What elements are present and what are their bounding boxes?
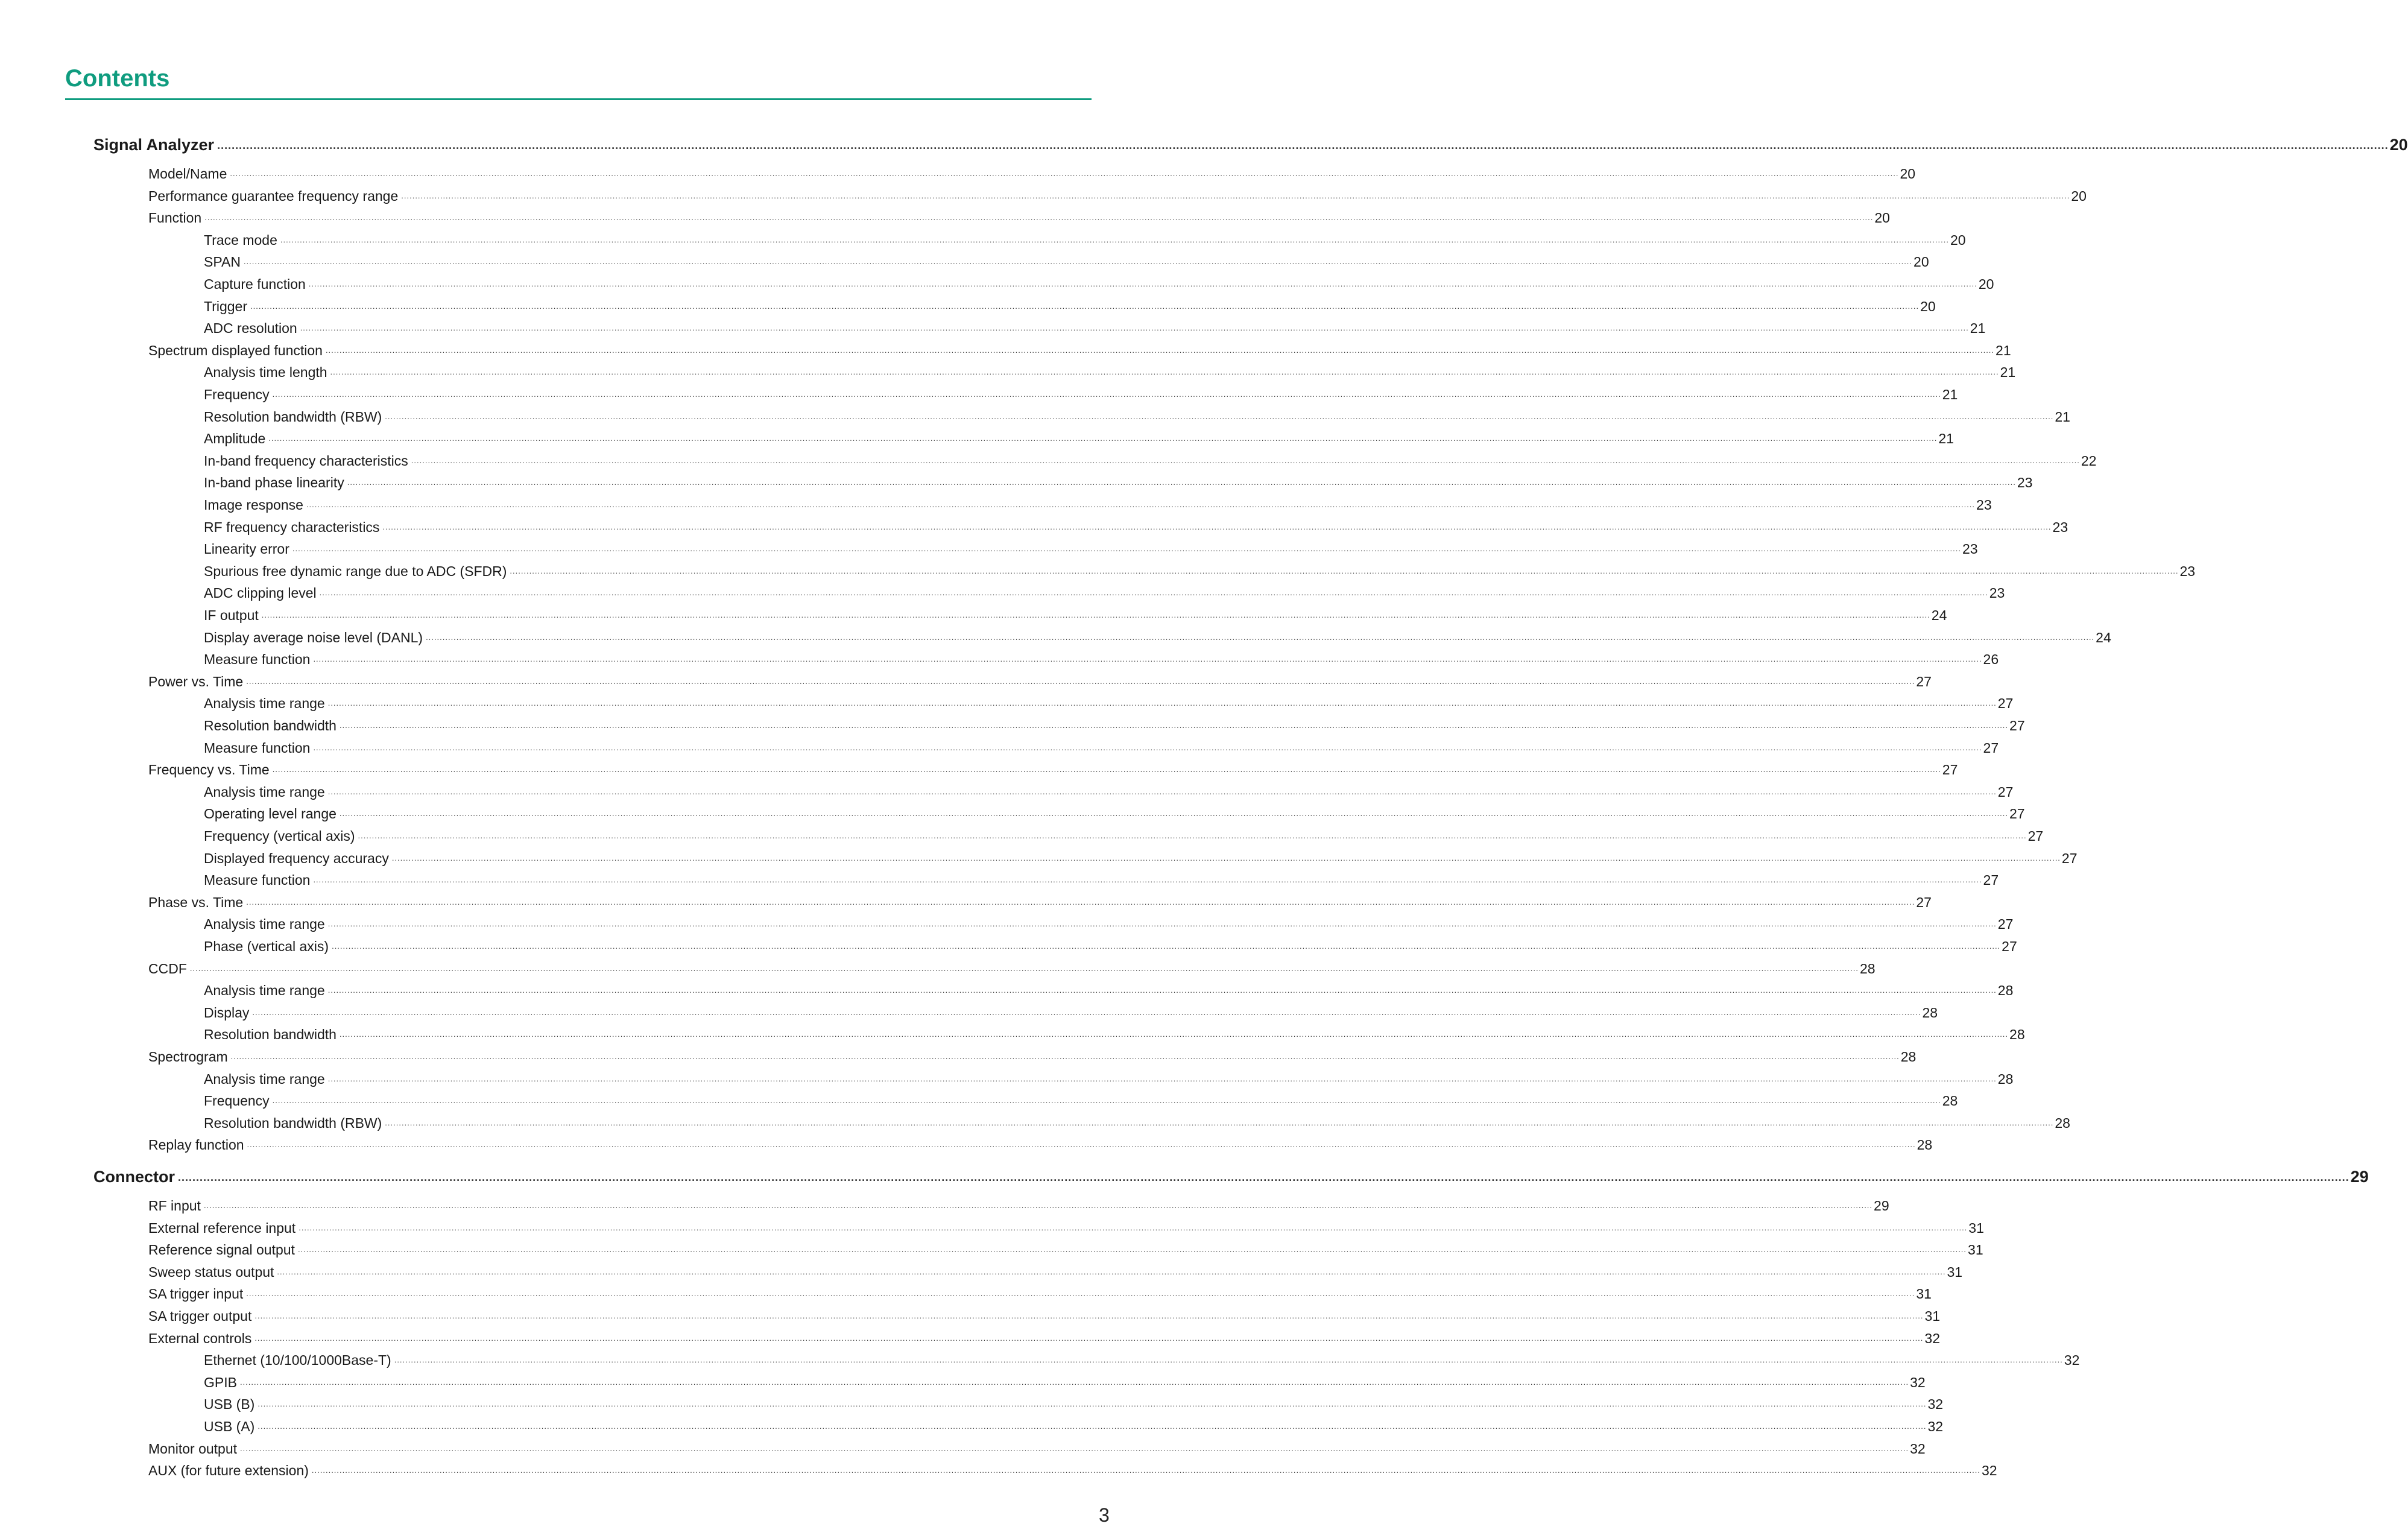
toc-entry[interactable] <box>204 691 2014 712</box>
toc-entry[interactable] <box>148 1045 1917 1065</box>
toc-entry-page: 28 <box>2009 1027 2025 1042</box>
toc-entry-label: Operating level range <box>204 806 337 821</box>
dot-leader: ........................................................................................................................................................................................................................................................................................................................................................................................................................................................................................................................................................................................................................ <box>339 809 2009 818</box>
toc-entry[interactable] <box>204 382 1958 403</box>
dot-leader: ........................................................................................................................................................................................................................................................................................................................................................................................................................................................................................................................................................................................................................ <box>261 610 1930 619</box>
toc-entry-label: In-band phase linearity <box>204 475 344 490</box>
toc-entry[interactable] <box>148 1238 1983 1258</box>
dot-leader: ........................................................................................................................................................................................................................................................................................................................................................................................................................................................................................................................................................................................................................ <box>510 566 2179 575</box>
toc-entry-page: 32 <box>1982 1463 1997 1478</box>
toc-entry-label: Reference signal output <box>148 1242 295 1258</box>
toc-entry[interactable] <box>204 360 2016 381</box>
dot-leader: ........................................................................................................................................................................................................................................................................................................................................................................................................................................................................................................................................................................................................................ <box>401 191 2070 200</box>
toc-entry-label: Connector <box>93 1168 175 1186</box>
dot-leader: ........................................................................................................................................................................................................................................................................................................................................................................................................................................................................................................................................................................................................................ <box>391 853 2061 862</box>
toc-entry-page: 28 <box>1922 1005 1938 1021</box>
toc-entry-page: 23 <box>1962 541 1978 557</box>
dot-leader: ........................................................................................................................................................................................................................................................................................................................................................................................................................................................................................................................................................................................................................ <box>230 1052 1900 1061</box>
toc-entry-label: Measure function <box>204 740 311 756</box>
toc-entry[interactable] <box>148 1194 1889 1214</box>
toc-entry[interactable] <box>204 426 1954 447</box>
toc-entry-page: 20 <box>1950 232 1966 248</box>
dot-leader: ........................................................................................................................................................................................................................................................................................................................................................................................................................................................................................................................................................................................................................ <box>306 500 1976 509</box>
toc-entry-page: 28 <box>2055 1115 2070 1131</box>
dot-leader: ........................................................................................................................................................................................................................................................................................................................................................................................................................................................................................................................................................................................................................ <box>272 765 1941 774</box>
toc-entry[interactable] <box>148 957 1876 977</box>
toc-entry-page: 20 <box>2389 136 2408 154</box>
toc-entry[interactable] <box>204 934 2017 955</box>
toc-entry-label: RF input <box>148 1198 201 1214</box>
dot-leader: ........................................................................................................................................................................................................................................................................................................................................................................................................................................................................................................................................................................................................................ <box>246 897 1915 907</box>
dot-leader: ........................................................................................................................................................................................................................................................................................................................................................................................................................................................................................................................................................................................................................ <box>325 346 1995 355</box>
toc-entry-page: 27 <box>1983 740 1999 756</box>
toc-entry[interactable] <box>148 1133 1933 1153</box>
toc-entry[interactable] <box>204 978 2014 999</box>
toc-entry-label: Sweep status output <box>148 1264 274 1280</box>
dot-leader: ........................................................................................................................................................................................................................................................................................................................................................................................................................................................................................................................................................................................................................ <box>204 213 1874 222</box>
toc-entry[interactable] <box>204 1067 2014 1087</box>
page-number: 3 <box>1099 1504 1110 1526</box>
toc-entry-label: USB (B) <box>204 1396 255 1412</box>
toc-entry[interactable] <box>148 1437 1926 1457</box>
toc-entry[interactable] <box>148 1260 1963 1280</box>
toc-entry-page: 23 <box>2179 563 2196 579</box>
toc-entry-label: Display <box>204 1005 250 1021</box>
dot-leader: ........................................................................................................................................................................................................................................................................................................................................................................................................................................................................................................................................................................................................................ <box>339 1030 2009 1039</box>
toc-entry-label: Spectrum displayed function <box>148 343 323 358</box>
dot-leader: ........................................................................................................................................................................................................................................................................................................................................................................................................................................................................................................................................................................................................................ <box>243 257 1913 266</box>
toc-entry-page: 29 <box>1874 1198 1889 1214</box>
toc-entry-page: 31 <box>1968 1242 1983 1258</box>
toc-entry[interactable] <box>204 405 2070 425</box>
toc-entry[interactable] <box>204 449 2097 469</box>
toc-entry-page: 32 <box>1927 1419 1944 1434</box>
toc-entry[interactable] <box>204 736 1999 756</box>
dot-leader: ........................................................................................................................................................................................................................................................................................................................................................................................................................................................................................................................................................................................................................ <box>272 1096 1941 1105</box>
toc-entry[interactable] <box>204 647 1999 668</box>
toc-entry-page: 28 <box>1942 1093 1958 1109</box>
dot-leader: ........................................................................................................................................................................................................................................................................................................................................................................................................................................................................................................................................................................................................................ <box>313 743 1982 752</box>
toc-entry[interactable] <box>204 802 2025 822</box>
toc-entry-page: 20 <box>2071 188 2087 204</box>
toc-entry-page: 31 <box>1924 1308 1941 1324</box>
toc-entry-label: In-band frequency characteristics <box>204 453 408 469</box>
toc-entry[interactable] <box>148 1458 1997 1479</box>
dot-leader: ........................................................................................................................................................................................................................................................................................................................................................................................................................................................................................................................................................................................................................ <box>311 1466 1980 1475</box>
toc-entry-page: 27 <box>2009 718 2025 733</box>
toc-entry-label: Frequency vs. Time <box>148 762 270 777</box>
toc-entry-page: 31 <box>1968 1220 1984 1236</box>
toc-entry-label: CCDF <box>148 961 187 976</box>
toc-entry[interactable] <box>204 1022 2025 1043</box>
toc-entry-label: Replay function <box>148 1137 244 1153</box>
toc-entry-page: 27 <box>1942 762 1958 777</box>
toc-entry-label: Phase vs. Time <box>148 894 244 910</box>
toc-entry-label: Analysis time range <box>204 695 325 711</box>
dot-leader: ........................................................................................................................................................................................................................................................................................................................................................................................................................................................................................................................................................................................................................ <box>258 1422 1927 1431</box>
toc-entry[interactable] <box>204 1370 1926 1391</box>
toc-entry[interactable] <box>204 515 2068 536</box>
toc-entry-page: 27 <box>1997 784 2014 800</box>
toc-entry-label: External controls <box>148 1331 252 1346</box>
toc-entry-label: Ethernet (10/100/1000Base-T) <box>204 1352 391 1368</box>
dot-leader: ........................................................................................................................................................................................................................................................................................................................................................................................................................................................................................................................................................................................................................ <box>327 919 1997 928</box>
toc-entry-label: External reference input <box>148 1220 296 1236</box>
toc-entry-page: 31 <box>1947 1264 1963 1280</box>
toc-entry[interactable] <box>204 250 1929 270</box>
dot-leader: ........................................................................................................................................................................................................................................................................................................................................................................................................................................................................................................................................................................................................................ <box>268 434 1938 443</box>
toc-entry[interactable] <box>204 1089 1958 1109</box>
toc-entry[interactable] <box>204 846 2078 867</box>
dot-leader: ........................................................................................................................................................................................................................................................................................................................................................................................................................................................................................................................................................................................................................ <box>297 1245 1967 1254</box>
dot-leader: ........................................................................................................................................................................................................................................................................................................................................................................................................................................................................................................................................................................................................................ <box>382 522 2052 531</box>
toc-entry[interactable] <box>148 1326 1940 1347</box>
toc-entry[interactable] <box>204 625 2111 646</box>
toc-entry-page: 20 <box>1978 276 1994 292</box>
toc-entry-label: Power vs. Time <box>148 674 244 689</box>
toc-entry-page: 20 <box>1913 254 1929 270</box>
toc-entry-page: 24 <box>2096 630 2111 645</box>
toc-entry-label: SPAN <box>204 254 241 270</box>
toc-entry-page: 27 <box>1916 674 1932 689</box>
toc-entry-page: 26 <box>1983 651 1999 667</box>
toc-entry[interactable] <box>204 912 2014 932</box>
toc-entry[interactable] <box>148 890 1932 911</box>
toc-entry-page: 32 <box>1924 1331 1940 1346</box>
toc-entry-label: Phase (vertical axis) <box>204 938 329 954</box>
dot-leader: ........................................................................................................................................................................................................................................................................................................................................................................................................................................................................................................................................................................................................................ <box>426 633 2095 642</box>
toc-entry-label: Analysis time range <box>204 983 325 998</box>
toc-entry-label: Analysis time range <box>204 916 325 932</box>
dot-leader: ........................................................................................................................................................................................................................................................................................................................................................................................................................................................................................................................................................................................................................ <box>347 478 2016 487</box>
toc-entry-label: Frequency <box>204 1093 270 1109</box>
toc-entry[interactable] <box>148 162 1916 182</box>
toc-entry[interactable] <box>204 537 1978 557</box>
toc-entry-label: Measure function <box>204 651 311 667</box>
toc-entry-page: 28 <box>1917 1137 1933 1153</box>
toc-entry[interactable] <box>204 272 1994 293</box>
toc-entry-page: 24 <box>1931 607 1947 623</box>
toc-entry-label: GPIB <box>204 1375 237 1390</box>
toc-entry-label: Trigger <box>204 299 247 314</box>
toc-entry-label: Performance guarantee frequency range <box>148 188 399 204</box>
toc-entry-page: 31 <box>1916 1286 1932 1302</box>
dot-leader: ........................................................................................................................................................................................................................................................................................................................................................................................................................................................................................................................................................................................................................ <box>254 1311 1924 1320</box>
toc-entry-label: IF output <box>204 607 259 623</box>
dot-leader: ........................................................................................................................................................................................................................................................................................................................................................................................................................................................................................................................................................................................................................ <box>299 1223 1968 1232</box>
toc-entry-label: Resolution bandwidth <box>204 1027 337 1042</box>
toc-entry-page: 28 <box>1997 983 2014 998</box>
dot-leader: ........................................................................................................................................................................................................................................................................................................................................................................................................................................................................................................................................................................................................................ <box>327 986 1997 995</box>
toc-entry-page: 28 <box>1997 1071 2014 1087</box>
toc-entry-page: 23 <box>1989 585 2005 601</box>
toc-entry[interactable] <box>204 228 1966 248</box>
dot-leader: ........................................................................................................................................................................................................................................................................................................................................................................................................................................................................................................................................................................................................................ <box>246 677 1915 686</box>
toc-entry-label: Analysis time length <box>204 364 327 380</box>
toc-entry-page: 21 <box>2055 409 2070 425</box>
toc-entry-label: ADC resolution <box>204 320 297 336</box>
toc-entry-page: 21 <box>1996 343 2011 358</box>
dot-leader: ........................................................................................................................................................................................................................................................................................................................................................................................................................................................................................................................................................................................................................ <box>254 1334 1924 1343</box>
dot-leader: ........................................................................................................................................................................................................................................................................................................................................................................................................................................................................................................................................................................................................................ <box>313 875 1982 884</box>
dot-leader: ........................................................................................................................................................................................................................................................................................................................................................................................................................................................................................................................................................................................................................ <box>313 654 1982 663</box>
dot-leader: ........................................................................................................................................................................................................................................................................................................................................................................................................................................................................................................................................................................................................................ <box>272 390 1941 399</box>
toc-entry[interactable] <box>204 294 1936 315</box>
dot-leader: ........................................................................................................................................................................................................................................................................................................................................................................................................................................................................................................................................................................................................................ <box>217 139 2389 151</box>
toc-entry[interactable] <box>204 868 1999 888</box>
toc-entry[interactable] <box>148 1304 1941 1324</box>
toc-entry-label: Resolution bandwidth (RBW) <box>204 1115 382 1131</box>
toc-entry-label: Spectrogram <box>148 1049 228 1065</box>
toc-entry-page: 23 <box>2017 475 2033 490</box>
dot-leader: ........................................................................................................................................................................................................................................................................................................................................................................................................................................................................................................................................................................................................................ <box>239 1378 1909 1387</box>
toc-entry[interactable] <box>148 338 2011 359</box>
toc-entry[interactable] <box>204 470 2033 491</box>
toc-entry-page: 21 <box>1970 320 1986 336</box>
toc-entry[interactable] <box>204 316 1986 337</box>
dot-leader: ........................................................................................................................................................................................................................................................................................................................................................................................................................................................................................................................................................................................................................ <box>327 787 1997 796</box>
dot-leader: ........................................................................................................................................................................................................................................................................................................................................................................................................................................................................................................................................................................................................................ <box>252 1008 1921 1017</box>
toc-entry-label: Analysis time range <box>204 784 325 800</box>
dot-leader: ........................................................................................................................................................................................................................................................................................................................................................................................................................................................................................................................................................................................................................ <box>330 367 1999 376</box>
toc-entry[interactable] <box>148 206 1890 226</box>
dot-leader: ........................................................................................................................................................................................................................................................................................................................................................................................................................................................................................................................................................................................................................ <box>230 169 1899 178</box>
dot-leader: ........................................................................................................................................................................................................................................................................................................................................................................................................................................................................................................................................................................................................................ <box>178 1171 2350 1183</box>
toc-entry-label: Image response <box>204 497 303 513</box>
dot-leader: ........................................................................................................................................................................................................................................................................................................................................................................................................................................................................................................................................................................................................................ <box>292 544 1961 553</box>
toc-entry-label: Resolution bandwidth (RBW) <box>204 409 382 425</box>
toc-entry-label: Measure function <box>204 872 311 888</box>
toc-section-entry[interactable] <box>93 1166 2369 1186</box>
toc-entry-label: Analysis time range <box>204 1071 325 1087</box>
toc-entry-page: 27 <box>1983 872 1999 888</box>
dot-leader: ........................................................................................................................................................................................................................................................................................................................................................................................................................................................................................................................................................................................................................ <box>277 1267 1946 1276</box>
dot-leader: ........................................................................................................................................................................................................................................................................................................................................................................................................................................................................................................................................................................................................................ <box>203 1201 1873 1210</box>
toc-entry[interactable] <box>204 559 2196 580</box>
dot-leader: ........................................................................................................................................................................................................................................................................................................................................................................................................................................................................................................................................................................................................................ <box>411 456 2080 465</box>
toc-entry-label: Signal Analyzer <box>93 136 215 154</box>
toc-entry[interactable] <box>204 493 1992 513</box>
toc-entry-label: Displayed frequency accuracy <box>204 850 389 866</box>
toc-entry-page: 27 <box>2061 850 2078 866</box>
toc-entry[interactable] <box>204 603 1947 624</box>
dot-leader: ........................................................................................................................................................................................................................................................................................................................................................................................................................................................................................................................................................................................................................ <box>327 698 1997 707</box>
toc-entry-page: 23 <box>1976 497 1992 513</box>
toc-entry-page: 29 <box>2350 1168 2369 1186</box>
toc-entry[interactable] <box>204 1111 2070 1131</box>
toc-entry[interactable] <box>204 1348 2080 1369</box>
toc-entry-label: AUX (for future extension) <box>148 1463 309 1478</box>
toc-entry[interactable] <box>148 758 1958 778</box>
dot-leader: ........................................................................................................................................................................................................................................................................................................................................................................................................................................................................................................................................................................................................................ <box>319 588 1988 597</box>
toc-entry[interactable] <box>204 714 2025 734</box>
toc-entry-label: SA trigger input <box>148 1286 244 1302</box>
toc-entry[interactable] <box>204 581 2005 601</box>
dot-leader: ........................................................................................................................................................................................................................................................................................................................................................................................................................................................................................................................................................................................................................ <box>189 964 1859 973</box>
toc-entry-label: Frequency (vertical axis) <box>204 828 355 844</box>
toc-entry-page: 32 <box>1927 1396 1944 1412</box>
toc-entry-label: Spurious free dynamic range due to ADC (SFDR) <box>204 563 507 579</box>
dot-leader: ........................................................................................................................................................................................................................................................................................................................................................................................................................................................................................................................................................................................................................ <box>250 302 1920 311</box>
dot-leader: ........................................................................................................................................................................................................................................................................................................................................................................................................................................................................................................................................................................................................................ <box>247 1140 1916 1149</box>
toc-entry-page: 32 <box>2064 1352 2080 1368</box>
toc-entry-label: ADC clipping level <box>204 585 317 601</box>
toc-entry-page: 23 <box>2052 519 2068 535</box>
dot-leader: ........................................................................................................................................................................................................................................................................................................................................................................................................................................................................................................................................................................................................................ <box>300 323 1969 332</box>
toc-entry-page: 21 <box>2000 364 2016 380</box>
dot-leader: ........................................................................................................................................................................................................................................................................................................................................................................................................................................................................................................................................................................................................................ <box>308 279 1977 288</box>
toc-entry-page: 28 <box>1859 961 1876 976</box>
toc-entry-page: 27 <box>2027 828 2044 844</box>
dot-leader: ........................................................................................................................................................................................................................................................................................................................................................................................................................................................................................................................................................................................................................ <box>258 1399 1927 1408</box>
toc-entry-label: Model/Name <box>148 166 227 182</box>
toc-entry-page: 21 <box>1938 431 1954 446</box>
toc-entry[interactable] <box>148 184 2087 204</box>
toc-entry-page: 28 <box>1900 1049 1917 1065</box>
toc-entry[interactable] <box>204 1414 1944 1435</box>
dot-leader: ........................................................................................................................................................................................................................................................................................................................................................................................................................................................................................................................................................................................................................ <box>394 1355 2063 1364</box>
toc-entry-page: 27 <box>2009 806 2025 821</box>
toc-entry-label: RF frequency characteristics <box>204 519 380 535</box>
dot-leader: ........................................................................................................................................................................................................................................................................................................................................................................................................................................................................................................................................................................................................................ <box>280 235 1949 244</box>
dot-leader: ........................................................................................................................................................................................................................................................................................................................................................................................................................................................................................................................................................................................................................ <box>358 831 2027 840</box>
toc-entry-page: 20 <box>1874 210 1890 226</box>
toc-entry-label: Trace mode <box>204 232 277 248</box>
dot-leader: ........................................................................................................................................................................................................................................................................................................................................................................................................................................................................................................................................................................................................................ <box>240 1444 1909 1453</box>
toc-entry-page: 32 <box>1910 1441 1926 1457</box>
toc-entry[interactable] <box>204 824 2044 844</box>
toc-section-entry[interactable] <box>93 134 2408 154</box>
toc-entry[interactable] <box>148 1282 1932 1302</box>
toc-entry-page: 20 <box>1900 166 1916 182</box>
dot-leader: ........................................................................................................................................................................................................................................................................................................................................................................................................................................................................................................................................................................................................................ <box>246 1289 1915 1298</box>
toc-entry-label: USB (A) <box>204 1419 255 1434</box>
toc-entry-page: 21 <box>1942 387 1958 402</box>
toc-entry-label: Linearity error <box>204 541 289 557</box>
dot-leader: ........................................................................................................................................................................................................................................................................................................................................................................................................................................................................................................................................................................................................................ <box>385 412 2054 421</box>
dot-leader: ........................................................................................................................................................................................................................................................................................................................................................................................................................................................................................................................................................................................................................ <box>327 1074 1997 1083</box>
toc-entry[interactable] <box>148 669 1932 690</box>
toc-entry-label: SA trigger output <box>148 1308 252 1324</box>
toc-entry-label: Resolution bandwidth <box>204 718 337 733</box>
toc-entry-page: 27 <box>1916 894 1932 910</box>
toc-entry-page: 22 <box>2081 453 2097 469</box>
toc-entry[interactable] <box>204 1392 1944 1413</box>
toc-entry-label: Monitor output <box>148 1441 238 1457</box>
dot-leader: ........................................................................................................................................................................................................................................................................................................................................................................................................................................................................................................................................................................................................................ <box>385 1118 2054 1127</box>
toc-entry-label: Frequency <box>204 387 270 402</box>
toc-entry-page: 27 <box>2002 938 2017 954</box>
toc-entry-label: Function <box>148 210 202 226</box>
toc-entry[interactable] <box>204 1001 1938 1021</box>
toc-entry-page: 27 <box>1997 695 2014 711</box>
toc-entry[interactable] <box>204 780 2014 800</box>
dot-leader: ........................................................................................................................................................................................................................................................................................................................................................................................................................................................................................................................................................................................................................ <box>332 941 2001 951</box>
toc-entry-label: Amplitude <box>204 431 266 446</box>
toc-entry-label: Capture function <box>204 276 306 292</box>
toc-entry-label: Display average noise level (DANL) <box>204 630 423 645</box>
dot-leader: ........................................................................................................................................................................................................................................................................................................................................................................................................................................................................................................................................................................................................................ <box>339 721 2009 730</box>
toc-entry-page: 32 <box>1910 1375 1926 1390</box>
toc-entry[interactable] <box>148 1216 1984 1236</box>
page-title: Contents <box>65 65 170 92</box>
toc-entry-page: 20 <box>1920 299 1936 314</box>
toc-entry-page: 27 <box>1997 916 2014 932</box>
